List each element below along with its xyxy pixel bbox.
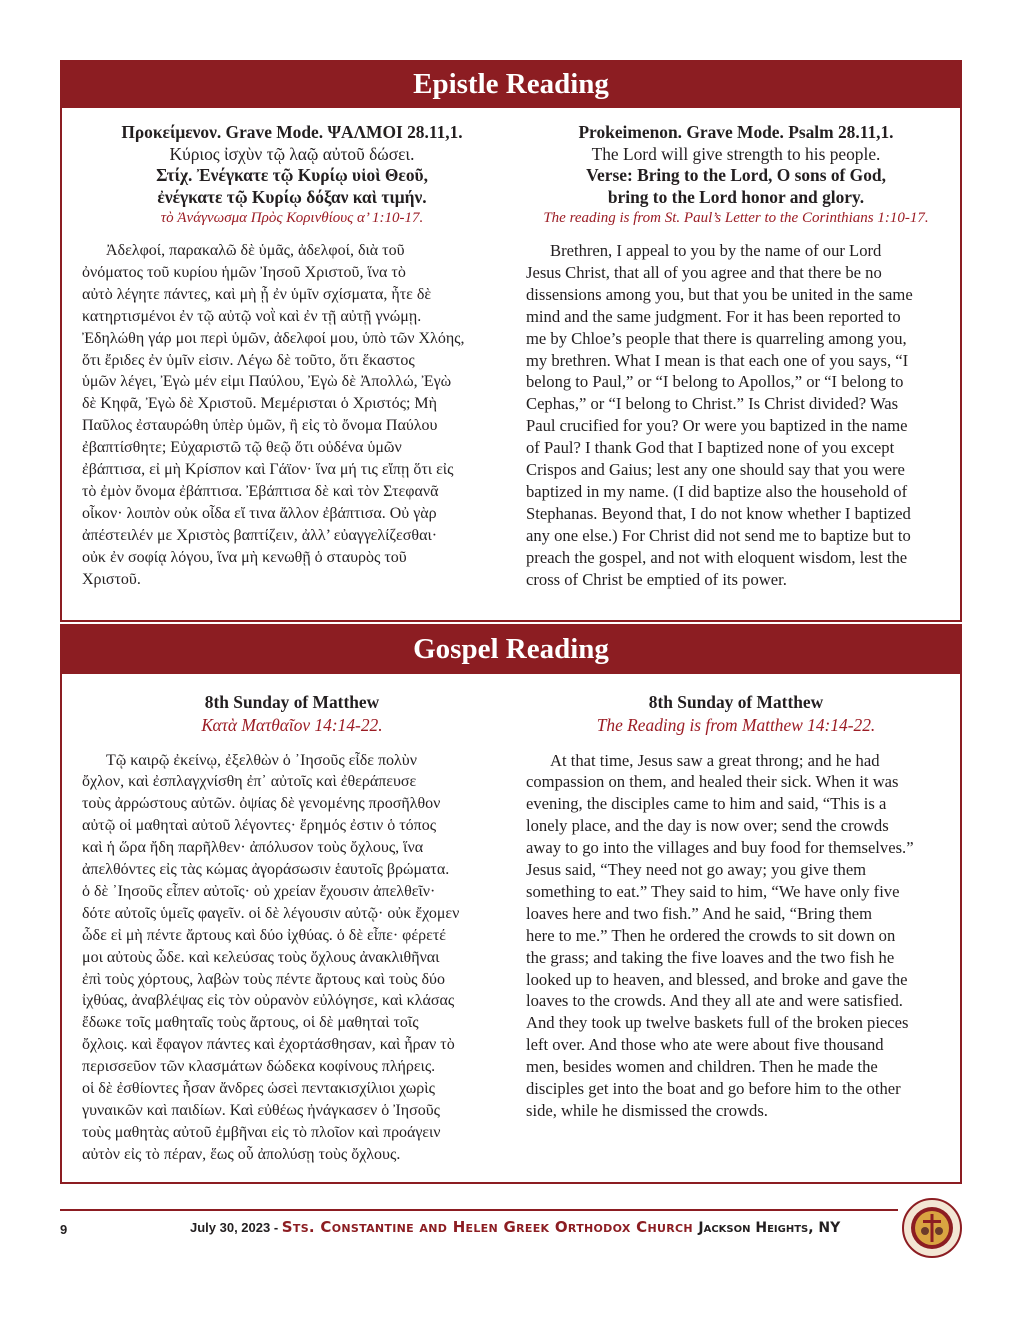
text-line: ὀνόματος τοῦ κυρίου ἡμῶν Ἰησοῦ Χριστοῦ, ἵνα τὸ bbox=[82, 263, 406, 281]
text-line: αὐτὸν εἰς τὸ πέραν, ἕως οὗ ἀπολύσῃ τοὺς ὄχλους. bbox=[82, 1145, 401, 1163]
text-line: evening, the disciples came to him and said, “This is a bbox=[526, 794, 887, 814]
footer-church-name: Sts. Constantine and Helen Greek Orthodox Church bbox=[281, 1218, 699, 1236]
prokeimenon-title-english: Prokeimenon. Grave Mode. Psalm 28.11,1. bbox=[578, 122, 894, 142]
text-line: any one else.) For Christ did not send me to baptize but to bbox=[526, 525, 911, 545]
text-line: τοὺς ἀρρώστους αὐτῶν. ὀψίας δὲ γενομένης προσῆλθον bbox=[82, 795, 441, 813]
epistle-english-heading bbox=[526, 122, 946, 228]
text-line: lonely place, and the day is now over; send the crowds bbox=[526, 816, 889, 836]
text-line: loaves here and two fish.” And he said, “Bring them bbox=[526, 903, 873, 923]
text-line: ὧδε εἰ μὴ πέντε ἄρτους καὶ δύο ἰχθύας. ὁ δὲ εἶπε· φέρετέ bbox=[82, 926, 446, 944]
text-line: ἀπέστειλέν με Χριστὸς βαπτίζειν, ἀλλ’ εὐαγγελίζεσθαι· bbox=[82, 526, 438, 544]
verse-english-1: Verse: Bring to the Lord, O sons of God, bbox=[586, 165, 886, 185]
text-line: Paul crucified for you? Or were you baptized in the name bbox=[526, 416, 908, 436]
text-line: side, while he dismissed the crowds. bbox=[526, 1101, 768, 1120]
text-line: Crispos and Gaius; lest any one should say that you were bbox=[526, 460, 905, 480]
epistle-english-text bbox=[526, 240, 946, 591]
text-line: ὑμῶν λέγει, Ἐγὼ μέν εἰμι Παύλου, Ἐγὼ δὲ Ἀπολλώ, Ἐγὼ bbox=[82, 373, 452, 391]
prokeimenon-text-greek: Κύριος ἰσχὺν τῷ λαῷ αὐτοῦ δώσει. bbox=[169, 143, 415, 164]
footer-date: July 30, 2023 - bbox=[190, 1220, 282, 1235]
church-seal-icon bbox=[902, 1198, 962, 1258]
verse-greek-2: ἐνέγκατε τῷ Κυρίῳ δόξαν καὶ τιμήν. bbox=[157, 186, 427, 207]
text-line: ὄχλον, καὶ ἐσπλαγχνίσθη ἐπ᾿ αὐτοῖς καὶ ἐθεράπευσε bbox=[82, 773, 417, 791]
text-line: τὸ ἐμὸν ὄνομα ἐβάπτισα. Ἐβάπτισα δὲ καὶ τὸν Στεφανᾶ bbox=[82, 482, 439, 500]
text-line: καὶ ἡ ὥρα ἤδη παρῆλθεν· ἀπόλυσον τοὺς ὄχλους, ἵνα bbox=[82, 839, 424, 857]
epistle-english-column bbox=[526, 122, 946, 591]
text-line: of Paul? I thank God that I baptized none of you except bbox=[526, 438, 895, 458]
text-line: ἐπὶ τοὺς χόρτους, λαβὼν τοὺς πέντε ἄρτους καὶ τοὺς δύο bbox=[82, 970, 445, 988]
text-line: ἐβάπτισα, εἰ μὴ Κρίσπον καὶ Γάϊον· ἵνα μή τις εἴπῃ ὅτι εἰς bbox=[82, 461, 454, 479]
text-line: looked up to heaven, and blessed, and broke and gave the bbox=[526, 969, 908, 989]
text-line: Brethren, I appeal to you by the name of our Lord bbox=[550, 241, 882, 260]
gospel-citation-greek: Κατὰ Ματθαῖον 14:14-22. bbox=[201, 714, 383, 735]
text-line: δότε αὐτοῖς ὑμεῖς φαγεῖν. οἱ δὲ λέγουσιν αὐτῷ· οὐκ ἔχομεν bbox=[82, 904, 460, 922]
text-line: Jesus Christ, that all of you agree and that there be no bbox=[526, 262, 882, 282]
gospel-greek-heading bbox=[82, 692, 502, 736]
gospel-english-text bbox=[526, 750, 946, 1122]
text-line: loaves to the crowds. And they all ate and were satisfied. bbox=[526, 991, 903, 1011]
gospel-sunday-greek: 8th Sunday of Matthew bbox=[204, 692, 380, 712]
text-line: mind and the same judgment. For it has been reported to bbox=[526, 306, 901, 326]
text-line: cross of Christ be emptied of its power. bbox=[526, 569, 787, 589]
text-line: here to me.” Then he ordered the crowds to sit down on bbox=[526, 925, 896, 945]
text-line: Jesus said, “They need not go away; you give them bbox=[526, 860, 867, 880]
text-line: Ἐδηλώθη γάρ μοι περὶ ὑμῶν, ἀδελφοί μου, ὑπὸ τῶν Χλόης, bbox=[82, 329, 465, 347]
footer-line bbox=[190, 1218, 870, 1237]
epistle-greek-column bbox=[82, 122, 502, 591]
footer-location: Jackson Heights, NY bbox=[698, 1220, 841, 1236]
text-line: away to go into the villages and buy food for themselves.” bbox=[526, 838, 914, 858]
text-line: δὲ Κηφᾶ, Ἐγὼ δὲ Χριστοῦ. Μεμέρισται ὁ Χριστός; Μὴ bbox=[82, 395, 437, 413]
gospel-citation-english: The Reading is from Matthew 14:14-22. bbox=[596, 714, 876, 735]
text-line: compassion on them, and healed their sick. When it was bbox=[526, 772, 899, 792]
text-line: κατηρτισμένοι ἐν τῷ αὐτῷ νοῒ καὶ ἐν τῇ αὐτῇ γνώμῃ. bbox=[82, 307, 422, 325]
text-line: Χριστοῦ. bbox=[82, 570, 141, 588]
epistle-citation-greek: τὸ Ἀνάγνωσμα Πρὸς Κορινθίους α’ 1:10-17. bbox=[160, 210, 424, 226]
text-line: ἰχθύας, ἀναβλέψας εἰς τὸν οὐρανὸν εὐλόγησε, καὶ κλάσας bbox=[82, 992, 455, 1010]
gospel-banner bbox=[60, 624, 962, 674]
text-line: Stephanas. Beyond that, I do not know whether I baptized bbox=[526, 503, 911, 523]
text-line: ὁ δὲ ᾿Ιησοῦς εἶπεν αὐτοῖς· οὐ χρείαν ἔχουσιν ἀπελθεῖν· bbox=[82, 882, 436, 900]
text-line: preach the gospel, and not with eloquent wisdom, lest the bbox=[526, 547, 908, 567]
gospel-english-column bbox=[526, 692, 946, 1122]
text-line: men, besides women and children. Then he made the bbox=[526, 1057, 878, 1077]
text-line: something to eat.” They said to him, “We have only five bbox=[526, 881, 900, 901]
text-line: γυναικῶν καὶ παιδίων. Καὶ εὐθέως ἠνάγκασεν ὁ Ἰησοῦς bbox=[82, 1102, 440, 1119]
epistle-citation-english: The reading is from St. Paul’s Letter to the Corinthians 1:10-17. bbox=[543, 210, 929, 226]
epistle-greek-heading bbox=[82, 122, 502, 228]
gospel-sunday-english: 8th Sunday of Matthew bbox=[648, 692, 824, 712]
gospel-english-heading bbox=[526, 692, 946, 736]
text-line: Ἀδελφοί, παρακαλῶ δὲ ὑμᾶς, ἀδελφοί, διὰ τοῦ bbox=[106, 242, 405, 259]
text-line: left over. And those who ate were about five thousand bbox=[526, 1035, 884, 1055]
gospel-greek-text bbox=[82, 750, 502, 1166]
text-line: οἶκον· λοιπὸν οὐκ οἶδα εἴ τινα ἄλλον ἐβάπτισα. Οὐ γὰρ bbox=[82, 504, 437, 522]
text-line: baptized in my name. (I did baptize also the household of bbox=[526, 481, 908, 501]
text-line: Παῦλος ἐσταυρώθη ὑπὲρ ὑμῶν, ἢ εἰς τὸ ὄνομα Παύλου bbox=[82, 417, 438, 435]
text-line: the grass; and taking the five loaves and the two fish he bbox=[526, 947, 895, 967]
text-line: τοὺς μαθητὰς αὐτοῦ ἐμβῆναι εἰς τὸ πλοῖον καὶ προάγειν bbox=[82, 1123, 441, 1141]
text-line: μοι αὐτοὺς ὧδε. καὶ κελεύσας τοὺς ὄχλους ἀνακλιθῆναι bbox=[82, 948, 440, 966]
text-line: περισσεῦον τῶν κλασμάτων δώδεκα κοφίνους πλήρεις. bbox=[82, 1058, 436, 1076]
prokeimenon-text-english: The Lord will give strength to his people. bbox=[591, 143, 881, 164]
text-line: ἔδωκε τοῖς μαθηταῖς τοὺς ἄρτους, οἱ δὲ μαθηταὶ τοῖς bbox=[82, 1014, 419, 1032]
text-line: οἱ δὲ ἐσθίοντες ἦσαν ἄνδρες ὡσεὶ πεντακισχίλιοι χωρὶς bbox=[82, 1080, 435, 1098]
text-line: ἐβαπτίσθητε; Εὐχαριστῶ τῷ θεῷ ὅτι οὐδένα ὑμῶν bbox=[82, 439, 402, 457]
gospel-greek-column bbox=[82, 692, 502, 1166]
text-line: dissensions among you, but that you be united in the same bbox=[526, 284, 913, 304]
epistle-box bbox=[60, 108, 962, 622]
verse-english-2: bring to the Lord honor and glory. bbox=[607, 186, 865, 207]
gospel-box bbox=[60, 674, 962, 1184]
text-line: ἀπελθόντες εἰς τὰς κώμας ἀγοράσωσιν ἑαυτοῖς βρώματα. bbox=[82, 861, 450, 879]
text-line: Cephas,” or “I belong to Christ.” Is Christ divided? Was bbox=[526, 394, 899, 414]
footer-divider bbox=[60, 1209, 898, 1211]
text-line: my brethren. What I mean is that each one of you says, “I bbox=[526, 350, 909, 370]
gospel-title: Gospel Reading bbox=[413, 632, 609, 665]
text-line: And they took up twelve baskets full of the broken pieces bbox=[526, 1013, 909, 1033]
epistle-title: Epistle Reading bbox=[413, 67, 609, 100]
prokeimenon-title-greek: Προκείμενον. Grave Mode. ΨΑΛΜΟΙ 28.11,1. bbox=[121, 122, 463, 142]
text-line: ὅτι ἔριδες ἐν ὑμῖν εἰσιν. Λέγω δὲ τοῦτο, ὅτι ἕκαστος bbox=[82, 351, 415, 369]
text-line: me by Chloe’s people that there is quarreling among you, bbox=[526, 328, 907, 348]
text-line: αὐτὸ λέγητε πάντες, καὶ μὴ ᾖ ἐν ὑμῖν σχίσματα, ἦτε δὲ bbox=[82, 285, 432, 303]
text-line: αὐτῷ οἱ μαθηταὶ αὐτοῦ λέγοντες· ἔρημός ἐστιν ὁ τόπος bbox=[82, 817, 437, 835]
text-line: belong to Paul,” or “I belong to Apollos,” or “I belong to bbox=[526, 372, 904, 392]
text-line: οὐκ ἐν σοφίᾳ λόγου, ἵνα μὴ κενωθῇ ὁ σταυρὸς τοῦ bbox=[82, 548, 407, 566]
epistle-banner bbox=[60, 60, 962, 108]
verse-greek-1: Στίχ. Ἐνέγκατε τῷ Κυρίῳ υἱοὶ Θεοῦ, bbox=[156, 165, 428, 185]
page-number: 9 bbox=[60, 1222, 68, 1237]
text-line: At that time, Jesus saw a great throng; and he had bbox=[550, 750, 880, 770]
text-line: disciples get into the boat and go before him to the other bbox=[526, 1079, 901, 1099]
epistle-greek-text bbox=[82, 240, 502, 591]
text-line: Τῷ καιρῷ ἐκείνῳ, ἐξελθὼν ὁ ᾿Ιησοῦς εἶδε πολὺν bbox=[106, 751, 417, 769]
text-line: ὄχλοις. καὶ ἔφαγον πάντες καὶ ἐχορτάσθησαν, καὶ ἦραν τὸ bbox=[82, 1036, 455, 1054]
